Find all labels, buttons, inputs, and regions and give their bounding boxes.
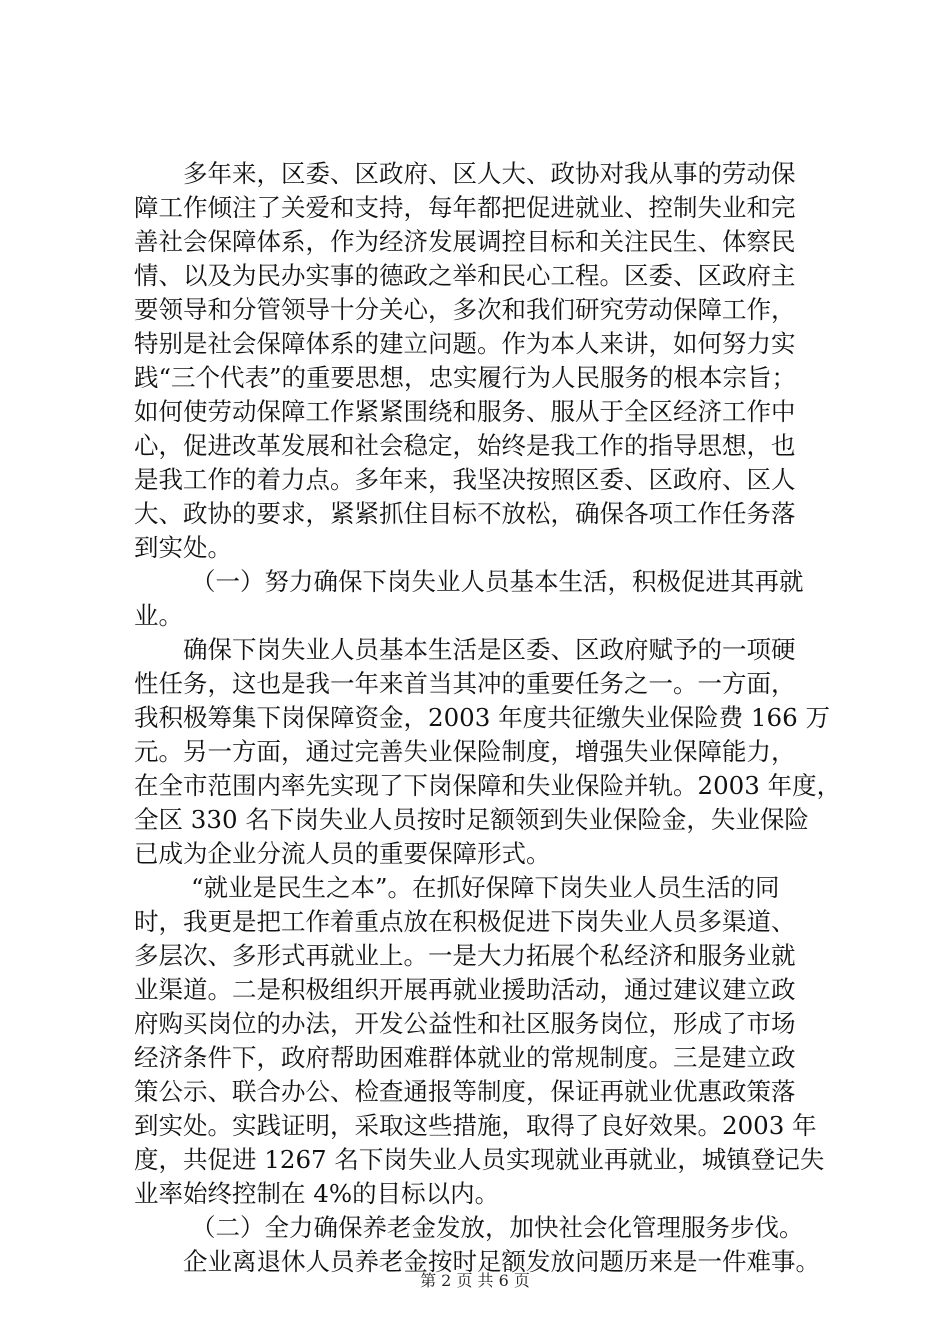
text-line: 践“三个代表”的重要思想，忠实履行为人民服务的根本宗旨； bbox=[134, 363, 797, 392]
text-line: 障工作倾注了关爱和支持，每年都把促进就业、控制失业和完 bbox=[134, 193, 796, 222]
text-line: 如何使劳动保障工作紧紧围绕和服务、服从于全区经济工作中 bbox=[134, 397, 796, 426]
text-line: 特别是社会保障体系的建立问题。作为本人来讲，如何努力实 bbox=[134, 329, 796, 358]
text-line: 企业离退休人员养老金按时足额发放问题历来是一件难事。 bbox=[183, 1247, 820, 1276]
text-line: 多年来，区委、区政府、区人大、政协对我从事的劳动保 bbox=[183, 159, 796, 188]
text-line: 多层次、多形式再就业上。一是大力拓展个私经济和服务业就 bbox=[134, 941, 796, 970]
text-line: 我积极筹集下岗保障资金，2003 年度共征缴失业保险费 166 万 bbox=[134, 703, 830, 732]
text-line: 性任务，这也是我一年来首当其冲的重要任务之一。一方面， bbox=[134, 669, 796, 698]
document-body bbox=[134, 157, 842, 1279]
page-footer: 第 2 页 共 6 页 bbox=[420, 1271, 530, 1290]
text-line: 是我工作的着力点。多年来，我坚决按照区委、区政府、区人 bbox=[134, 465, 796, 494]
text-line: 业。 bbox=[134, 601, 183, 630]
text-line: 经济条件下，政府帮助困难群体就业的常规制度。三是建立政 bbox=[134, 1043, 796, 1072]
text-line: 元。另一方面，通过完善失业保险制度，增强失业保障能力， bbox=[134, 737, 796, 766]
text-line: 到实处。 bbox=[134, 533, 232, 562]
text-line: 确保下岗失业人员基本生活是区委、区政府赋予的一项硬 bbox=[183, 635, 796, 664]
text-line: 已成为企业分流人员的重要保障形式。 bbox=[134, 839, 551, 868]
section-heading: （一）努力确保下岗失业人员基本生活，积极促进其再就 bbox=[191, 567, 804, 596]
text-line: 心，促进改革发展和社会稳定，始终是我工作的指导思想，也 bbox=[134, 431, 796, 460]
text-line: 业率始终控制在 4%的目标以内。 bbox=[134, 1179, 500, 1208]
section-heading: （二）全力确保养老金发放，加快社会化管理服务步伐。 bbox=[191, 1213, 804, 1242]
text-line: 度，共促进 1267 名下岗失业人员实现就业再就业，城镇登记失 bbox=[134, 1145, 825, 1174]
text-line: 时，我更是把工作着重点放在积极促进下岗失业人员多渠道、 bbox=[134, 907, 796, 936]
text-line: 在全市范围内率先实现了下岗保障和失业保险并轨。2003 年度， bbox=[134, 771, 842, 800]
text-line: 善社会保障体系，作为经济发展调控目标和关注民生、体察民 bbox=[134, 227, 796, 256]
text-line: 全区 330 名下岗失业人员按时足额领到失业保险金，失业保险 bbox=[134, 805, 809, 834]
text-line: 情、以及为民办实事的德政之举和民心工程。区委、区政府主 bbox=[134, 261, 796, 290]
text-line: 要领导和分管领导十分关心，多次和我们研究劳动保障工作， bbox=[134, 295, 796, 324]
text-line: 大、政协的要求，紧紧抓住目标不放松，确保各项工作任务落 bbox=[134, 499, 796, 528]
text-line: 业渠道。二是积极组织开展再就业援助活动，通过建议建立政 bbox=[134, 975, 796, 1004]
text-line: 到实处。实践证明，采取这些措施，取得了良好效果。2003 年 bbox=[134, 1111, 817, 1140]
text-line: 策公示、联合办公、检查通报等制度，保证再就业优惠政策落 bbox=[134, 1077, 796, 1106]
text-line: 府购买岗位的办法，开发公益性和社区服务岗位，形成了市场 bbox=[134, 1009, 796, 1038]
text-line: “就业是民生之本”。在抓好保障下岗失业人员生活的同 bbox=[191, 873, 780, 902]
